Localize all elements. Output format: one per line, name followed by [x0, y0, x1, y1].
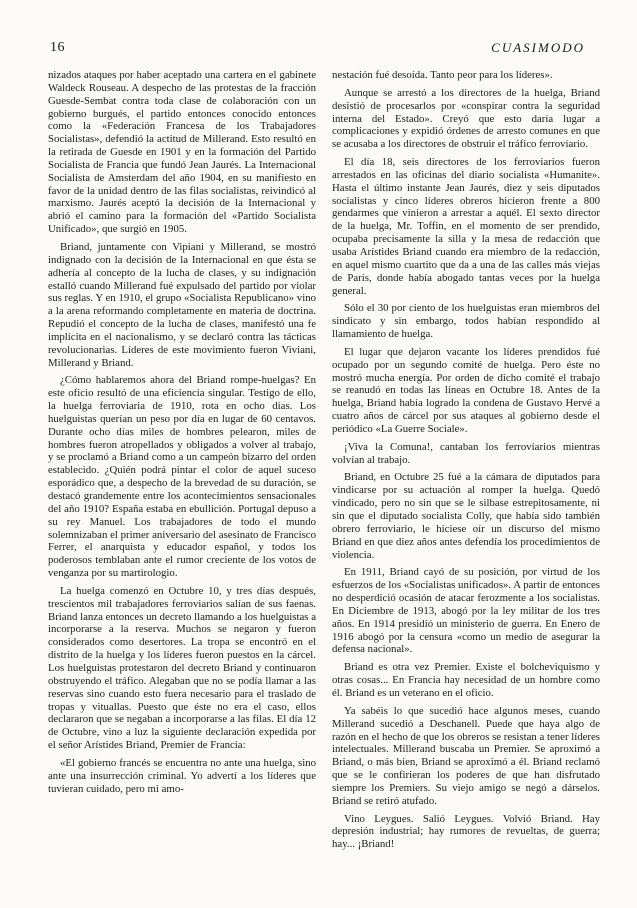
- paragraph: Briand, en Octubre 25 fué a la cámara de diputados para vindicarse por su actuación al romper la huelga. Quedó vindicado, pero no sin que se le silbase estrepitosamente, ni sin que el diputado socialista Colly, que había sido también obrero ferroviario, le hiciese oír un discurso del mismo Briand en que diez años antes defendía los procedimientos de violencia.: [332, 471, 600, 561]
- running-title: CUASIMODO: [491, 40, 585, 55]
- paragraph: ¿Cómo hablaremos ahora del Briand rompe-huelgas? En este oficio resultó de una eficiencia singular. Testigo de ello, la huelga ferroviaria de 1910, rota en ocho días. Los huelguistas querían un peso por día en lugar de 60 centavos. Durante ocho días miles de hombres pelearon, miles de hombres fueron atropellados y obligados a volver al trabajo, y se proclamó a Briand como a un campeón bizarro del orden establecido. ¿Quién podrá pintar el color de aquel suceso esporádico que, a despecho de la brevedad de su duración, se destacó grandemente entre los acontecimientos sensacionales del año 1910? España estaba en ebullición. Portugal depuso a su rey Manuel. Los trabajadores de todo el mundo solemnizaban el primer aniversario del asesinato de Francisco Ferrer, el anarquista y educador español, y todos los poderosos temblaban ante el rumor creciente de los votos de venganza por su martirologio.: [48, 374, 316, 580]
- paragraph: ¡Viva la Comuna!, cantaban los ferroviarios mientras volvían al trabajo.: [332, 440, 600, 466]
- paragraph: Ya sabéis lo que sucedió hace algunos meses, cuando Millerand sucedió a Deschanell. Puede que haya algo de razón en el hecho de que los obreros se resistan a tener líderes intelectuales. Millerand buscaba un Premier. Se aproximó a Briand, o más bien, Briand se aproximó a él. Briand reclamó que se le confirieran los poderes de que han disfrutado siempre los Premiers. Su viejo amigo se negó a dárselos. Briand se retiró atufado.: [332, 704, 601, 807]
- paragraph: La huelga comenzó en Octubre 10, y tres días después, trescientos mil trabajadores ferroviarios salían de sus faenas. Briand lanza entonces un decreto llamando a los huelguistas a incorporarse a la reserva. Muchos se negaron y fueron considerados como desertores. La tropa se encontró en el distrito de la huelga y los líderes fueron puestos en la cárcel. Los huelguistas protestaron del decreto Briand y continuaron obstruyendo el tráfico. Alegaban que no se podía llamar a las reservas sino cuando esto fuera necesario para el traslado de tropas y vituallas. Puesto que éste no era el caso, ellos declararon que se negaban a incorporarse a las filas. El día 12 de Octubre, vino a luz la siguiente declaración expedida por el señor Arístides Briand, Premier de Francia:: [48, 584, 316, 752]
- paragraph: nizados ataques por haber aceptado una cartera en el gabinete Waldeck Rouseau. A despecho de las protestas de la fracción Guesde-Sembat contra toda clase de colaboración con un gobierno burgués, el partido entonces conocido entonces como la «Federación Francesa de los Trabajadores Socialistas», defendió la actitud de Millerand. Esto resultó en la retirada de Guesde en 1901 y en la formación del Partido Socialista de Francia que fundó Jean Jaurés. La Internacional Socialista de Amsterdam del año 1904, en su manifiesto en favor de la unidad dentro de las filas socialistas, reivindicó al marxismo. Jaurés aceptó la decisión de la Internacional y abrió el camino para la formación del «Partido Socialista Unificado», que surgió en 1905.: [48, 69, 316, 236]
- left-column: [48, 69, 316, 800]
- page-number: 16: [50, 40, 65, 55]
- paragraph: Sólo el 30 por ciento de los huelguistas eran miembros del sindicato y sin embargo, todos habían respondido al llamamiento de huelga.: [332, 302, 600, 341]
- paragraph: Vino Leygues. Salió Leygues. Volvió Briand. Hay depresión industrial; hay rumores de revueltas, de guerra; hay... ¡Briand!: [332, 812, 600, 851]
- quote-paragraph: «El gobierno francés se encuentra no ante una huelga, sino ante una insurrección criminal. Yo advertí a los líderes que tuvieran cuidado, pero mi amo-: [48, 756, 316, 795]
- paragraph: Briand, juntamente con Vipiani y Millerand, se mostró indignado con la decisión de la Internacional en que ésta se adhería al concepto de la lucha de clases, y su indignación estalló cuando Millerand fué expulsado del partido por violar sus reglas. Y en 1910, el grupo «Socialista Republicano» vino a la arena reformando completamente en materia de doctrina. Repudió el concepto de la lucha de clases, manifestó una fe implícita en el nacionalismo, y se declaró contra las tácticas revolucionarias. Líderes de este movimiento fueron Viviani, Millerand y Briand.: [48, 240, 316, 369]
- paragraph: Aunque se arrestó a los directores de la huelga, Briand desistió de procesarlos por «conspirar contra la seguridad interna del Estado». Creyó que esto daría lugar a complicaciones y expidió órdenes de arresto comunes en que se acusaba a los directores de obstruir el tráfico ferroviario.: [332, 86, 600, 151]
- paragraph: nestación fué desoída. Tanto peor para los líderes».: [332, 69, 553, 81]
- paragraph: El lugar que dejaron vacante los líderes prendidos fué ocupado por un segundo comité de huelga. Pero éste no mostró mucha energía. Por orden de dicho comité el trabajo se reanudó en todas las líneas en Octubre 18. Antes de la huelga, Briand había logrado la condena de Gustavo Hervé a cuatro años de cárcel por sus ataques al gobierno desde el periódico «La Guerre Sociale».: [332, 345, 600, 435]
- paragraph: En 1911, Briand cayó de su posición, por virtud de los esfuerzos de los «Socialistas unificados». A partir de entonces no desperdició ocasión de atacar ferozmente a los socialistas. En Diciembre de 1913, abogó por la ley militar de los tres años. En 1914 presidió un ministerio de guerra. En Enero de 1916 abogó por la censura «como un medio de asegurar la defensa nacional».: [332, 566, 600, 656]
- paragraph: Briand es otra vez Premier. Existe el bolcheviquismo y otras cosas... En Francia hay necesidad de un hombre como él. Briand es un veterano en el oficio.: [332, 661, 600, 699]
- right-column: [332, 69, 600, 856]
- paragraph: El día 18, seis directores de los ferroviarios fueron arrestados en las oficinas del diario socialista «Humanite». Hasta el último instante Jean Jaurés, diez y seis diputados socialistas y cinco líderes obreros hicieron frente a 800 gendarmes que vinieron a arrestar a aquél. El sexto director de la huelga, Mr. Toffin, en el momento de ser prendido, ocupaba precisamente la silla y la mesa de redacción que usaba Arístides Briand cuando era miembro de la redacción, en aquel mismo cuartito que da a una de las calles más viejas de París, donde había abogado tantas veces por la huelga general.: [332, 156, 600, 297]
